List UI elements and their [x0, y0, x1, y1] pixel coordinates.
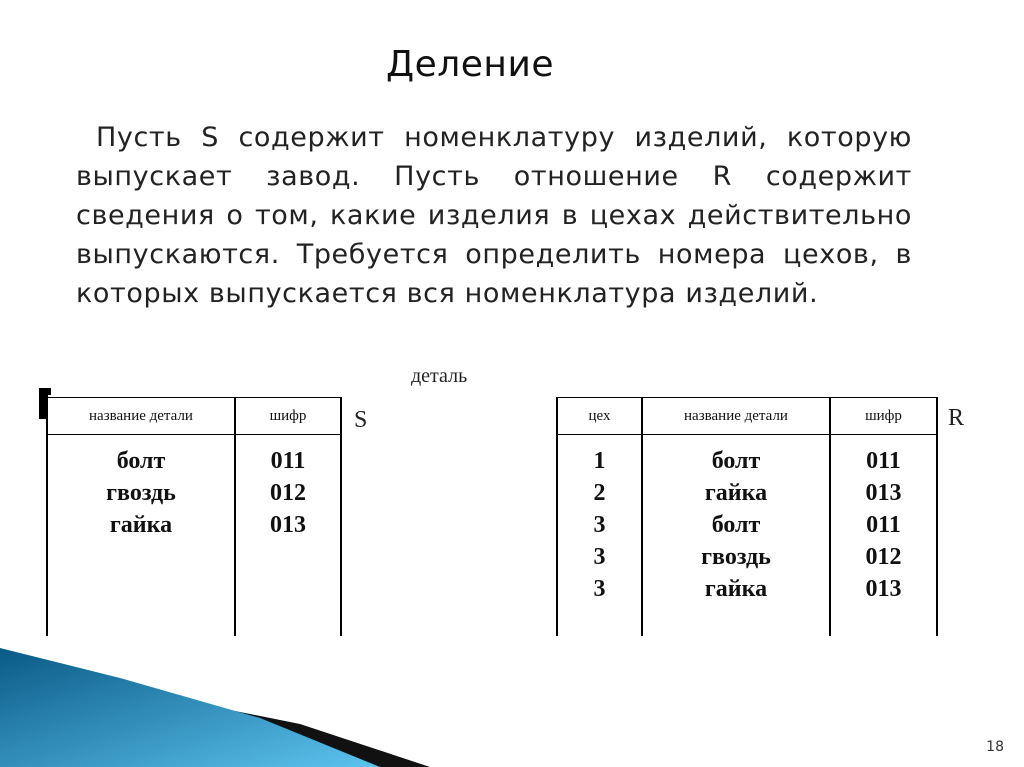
table-cell-value: гайка	[109, 512, 173, 538]
table-cell-value: 013	[865, 480, 902, 506]
table-column-cell	[47, 435, 235, 637]
relation-s-table	[46, 397, 342, 636]
table-cell-value: 011	[866, 512, 901, 538]
table-header-cell: шифр	[830, 398, 937, 435]
table-cell-value: 011	[270, 448, 306, 474]
relation-r-label: R	[948, 405, 965, 431]
table-cell-value: 013	[865, 576, 902, 602]
table-cell-value: гвоздь	[701, 544, 771, 570]
table-cell-value: 1	[593, 448, 606, 474]
decorative-swoosh	[0, 640, 1024, 767]
table-cell-value: 013	[270, 512, 306, 538]
table-header-cell: название детали	[642, 398, 830, 435]
table-cell-value: гайка	[704, 576, 768, 602]
table-cell-value: 3	[593, 512, 606, 538]
table-cell-value: 3	[593, 544, 606, 570]
table-body-row	[557, 435, 937, 637]
table-column-cell	[830, 435, 937, 637]
table-cell-value: гайка	[704, 480, 768, 506]
table-header-cell: шифр	[235, 398, 341, 435]
table-column-cell	[642, 435, 830, 637]
table-cell-value: 011	[866, 448, 901, 474]
figure-caption: деталь	[411, 365, 468, 387]
table-cell-value: 3	[593, 576, 606, 602]
table-cell-value: 2	[593, 480, 606, 506]
table-header-row	[47, 398, 341, 435]
relation-r-table	[556, 397, 938, 636]
slide-title: Деление	[385, 44, 554, 85]
table-column-cell	[235, 435, 341, 637]
page-number: 18	[986, 739, 1004, 755]
table-body-row	[47, 435, 341, 637]
table-cell-value: гвоздь	[106, 480, 176, 506]
slide-paragraph: Пусть S содержит номенклатуру изделий, которую выпускает завод. Пусть отношение R содержит сведения о том, какие изделия в цехах действительно выпускаются. Требуется определить номера цехов, в которых выпускается вся номенклатура изделий.	[76, 122, 912, 309]
table-cell-value: болт	[711, 512, 761, 538]
relation-s-label: S	[354, 407, 368, 433]
table-cell-value: 012	[270, 480, 306, 506]
table-cell-value: 012	[865, 544, 902, 570]
table-cell-value: болт	[711, 448, 761, 474]
table-cell-value: болт	[116, 448, 166, 474]
table-header-cell: цех	[557, 398, 642, 435]
table-column-cell	[557, 435, 642, 637]
table-header-row	[557, 398, 937, 435]
table-header-cell: название детали	[47, 398, 235, 435]
